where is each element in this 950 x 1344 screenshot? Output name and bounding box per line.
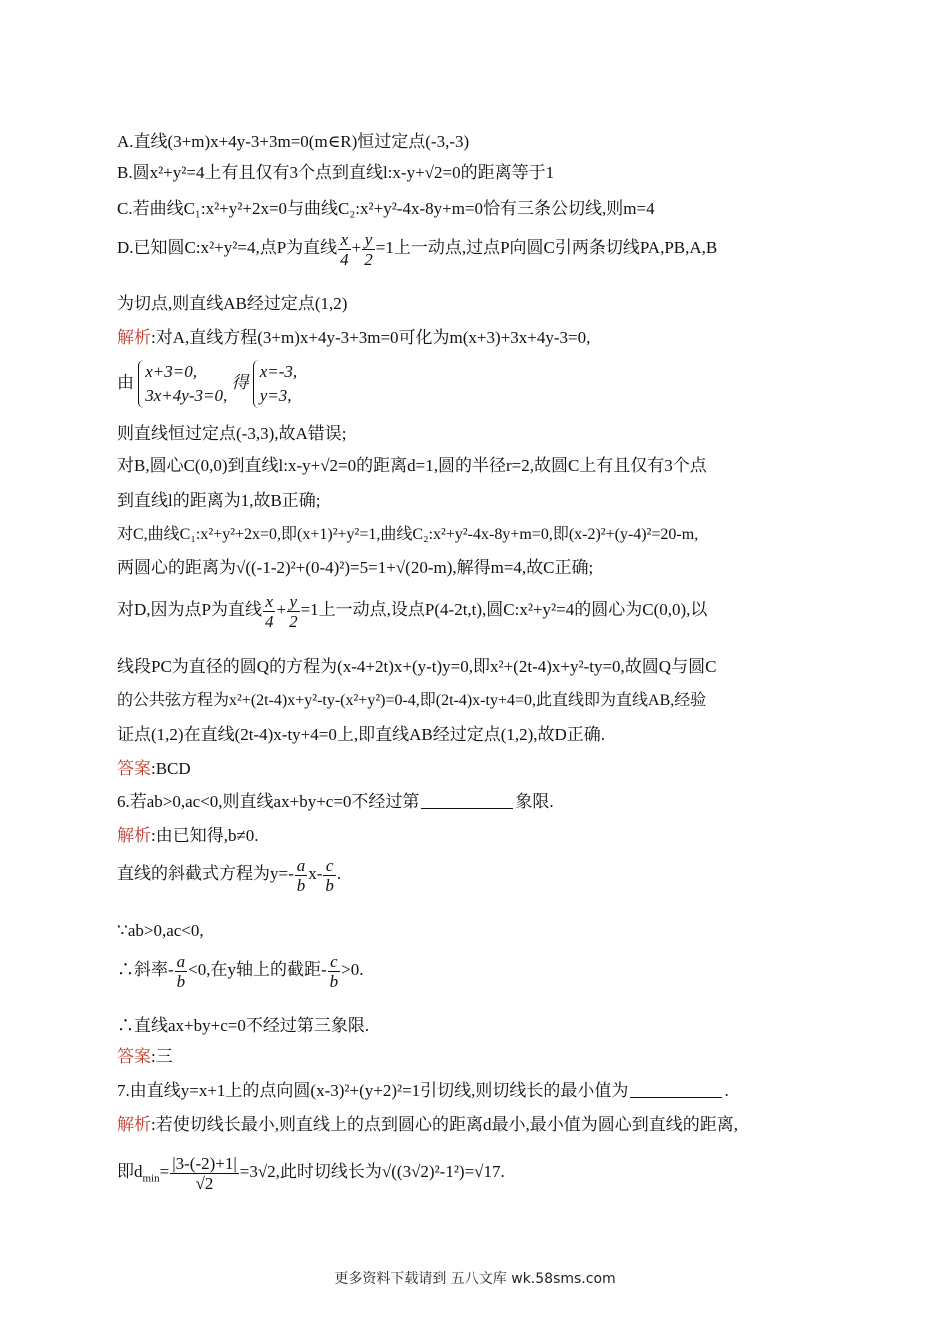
analysis-b-1-text: 对B,圆心C(0,0)到直线l:x-y+√2=0的距离d=1,圆的半径r=2,故圆C上有且仅有3个点 [117, 456, 707, 475]
analysis-1 [117, 327, 590, 349]
analysis-c-1-text: 对C,曲线C₁:x²+y²+2x=0,即(x+1)²+y²=1,曲线C₂:x²+y²-4x-8y+m=0,即(x-2)²+(y-4)²=20-m, [117, 526, 699, 543]
plus-sign: + [276, 600, 287, 619]
analysis-d-1 [117, 590, 707, 631]
analysis-label: 解析 [117, 1115, 151, 1134]
option-a-text: A.直线(3+m)x+4y-3+3m=0(m∈R)恒过定点(-3,-3) [117, 132, 470, 151]
equation-system-1 [138, 360, 227, 408]
analysis-6-4-end: >0. [341, 960, 364, 979]
fraction-y-over-2 [287, 592, 300, 631]
analysis-7-1 [117, 1114, 738, 1136]
analysis-6-3-text: ∵ab>0,ac<0, [117, 921, 204, 940]
option-c-text: C.若曲线C₁:x²+y²+2x=0与曲线C₂:x²+y²-4x-8y+m=0恰有三条公切线,则m=4 [117, 199, 655, 218]
fraction-denominator: b [176, 971, 186, 991]
analysis-d-3-text: 的公共弦方程为x²+(2t-4)x+y²-ty-(x²+y²)=0-4,即(2t-4)x-ty+4=0,此直线即为直线AB,经验 [117, 692, 707, 709]
plus-sign: + [351, 238, 362, 257]
fraction-denominator: b [296, 875, 306, 895]
analysis-6-4 [117, 950, 364, 991]
system-line [117, 360, 297, 408]
fraction-y-over-2 [362, 230, 375, 269]
equals-sign: = [159, 1162, 170, 1181]
analysis-6-2 [117, 854, 341, 895]
answer-6 [117, 1046, 173, 1068]
answer-blank [421, 791, 513, 809]
question-6 [117, 791, 554, 813]
option-b-text: B.圆x²+y²=4上有且仅有3个点到直线l:x-y+√2=0的距离等于1 [117, 163, 555, 182]
fraction-denominator: 2 [289, 611, 298, 631]
fraction-numerator: a [296, 855, 306, 875]
analysis-6-2-start: 直线的斜截式方程为y=- [117, 864, 294, 883]
answer-5-text: :BCD [151, 759, 191, 778]
analysis-b-1 [117, 455, 707, 477]
page-footer: 更多资料下载请到 五八文库 wk.58sms.com [334, 1271, 616, 1287]
answer-label: 答案 [117, 1047, 151, 1066]
analysis-6-1-text: :由已知得,b≠0. [151, 826, 259, 845]
fraction-x-over-4 [338, 230, 351, 269]
analysis-7-2 [117, 1150, 505, 1200]
analysis-7-1-text: :若使切线长最小,则直线上的点到圆心的距离d最小,最小值为圆心到直线的距离, [151, 1115, 738, 1134]
analysis-c-2 [117, 557, 593, 579]
option-a [117, 131, 469, 153]
fraction-numerator: x [338, 230, 351, 250]
option-c [117, 198, 655, 220]
fraction-numerator: c [328, 952, 341, 972]
fraction-denominator: b [325, 875, 334, 895]
fraction-denominator: b [329, 971, 339, 991]
fraction-denominator: √2 [195, 1173, 214, 1193]
fraction-denominator: 2 [364, 249, 373, 269]
answer-blank [630, 1080, 722, 1098]
system-1-eq-2: 3x+4y-3=0, [145, 386, 228, 405]
analysis-d-4 [117, 724, 605, 746]
analysis-7-2-start: 即d [117, 1162, 143, 1181]
fraction-numerator: y [287, 592, 300, 612]
analysis-d-4-text: 证点(1,2)在直线(2t-4)x-ty+4=0上,即直线AB经过定点(1,2),故D正确. [117, 725, 606, 744]
answer-label: 答案 [117, 759, 151, 778]
question-7 [117, 1080, 729, 1102]
question-7-text: 7.由直线y=x+1上的点向圆(x-3)²+(y+2)²=1引切线,则切线长的最小值为 [117, 1081, 629, 1100]
analysis-6-4-start: ∴斜率- [117, 960, 174, 979]
option-d-cont [117, 293, 347, 315]
system-prefix: 由 [117, 372, 134, 392]
analysis-6-4-mid: <0,在y轴上的截距- [188, 960, 327, 979]
option-d-text-end: =1上一动点,过点P向圆C引两条切线PA,PB,A,B [375, 238, 718, 257]
option-d-text-start: D.已知圆C:x²+y²=4,点P为直线 [117, 238, 338, 257]
analysis-d-1-end: =1上一动点,设点P(4-2t,t),圆C:x²+y²=4的圆心为C(0,0),以 [300, 600, 708, 619]
analysis-6-3 [117, 920, 204, 942]
fraction-numerator: y [362, 230, 375, 250]
analysis-d-2-text: 线段PC为直径的圆Q的方程为(x-4+2t)x+(y-t)y=0,即x²+(2t-4)x+y²-ty=0,故圆Q与圆C [117, 657, 717, 676]
option-d-cont-text: 为切点,则直线AB经过定点(1,2) [117, 294, 348, 313]
analysis-6-1 [117, 825, 259, 847]
answer-5 [117, 758, 191, 780]
analysis-1-text: :对A,直线方程(3+m)x+4y-3+3m=0可化为m(x+3)+3x+4y-3=0, [151, 328, 591, 347]
fraction-c-over-b [323, 856, 336, 895]
equation-system-2 [253, 360, 297, 408]
system-1-eq-1: x+3=0, [145, 362, 197, 381]
fraction-numerator: x [263, 592, 276, 612]
option-b [117, 162, 554, 184]
option-d [117, 228, 717, 269]
fraction-c-over-b [328, 952, 341, 991]
fraction-distance [170, 1154, 239, 1193]
analysis-label: 解析 [117, 328, 151, 347]
analysis-d-2 [117, 656, 716, 678]
fraction-a-over-b [295, 856, 308, 895]
fraction-x-over-4 [263, 592, 276, 631]
analysis-d-1-start: 对D,因为点P为直线 [117, 600, 262, 619]
system-2-eq-2: y=3, [259, 386, 292, 405]
analysis-a-conclusion [117, 423, 346, 445]
analysis-c-2-text: 两圆心的距离为√((-1-2)²+(0-4)²)=5=1+√(20-m),解得m=4,故C正确; [117, 558, 594, 577]
analysis-b-2 [117, 490, 321, 512]
fraction-a-over-b [175, 952, 188, 991]
fraction-numerator: c [323, 856, 336, 876]
fraction-denominator: 4 [340, 249, 349, 269]
fraction-numerator: |3-(-2)+1| [172, 1153, 237, 1173]
system-connector: 得 [231, 372, 249, 392]
analysis-d-3 [117, 690, 706, 712]
answer-6-text: :三 [151, 1047, 173, 1066]
analysis-b-2-text: 到直线l的距离为1,故B正确; [117, 491, 321, 510]
question-6-text: 6.若ab>0,ac<0,则直线ax+by+c=0不经过第 [117, 792, 420, 811]
system-2-eq-1: x=-3, [259, 362, 298, 381]
analysis-6-2-end: . [336, 864, 342, 883]
subscript-min: min [142, 1172, 160, 1185]
analysis-a-conclusion-text: 则直线恒过定点(-3,3),故A错误; [117, 424, 347, 443]
fraction-denominator: 4 [264, 611, 274, 631]
analysis-6-2-mid: x- [308, 864, 323, 883]
question-7-suffix: . [724, 1081, 729, 1100]
analysis-7-2-end: =3√2,此时切线长为√((3√2)²-1²)=√17. [239, 1162, 505, 1181]
fraction-numerator: a [176, 951, 186, 971]
analysis-c-1 [117, 524, 698, 546]
analysis-label: 解析 [117, 826, 151, 845]
analysis-6-5-text: ∴直线ax+by+c=0不经过第三象限. [117, 1016, 370, 1035]
analysis-6-5 [117, 1015, 369, 1037]
question-6-suffix: 象限. [515, 792, 554, 811]
